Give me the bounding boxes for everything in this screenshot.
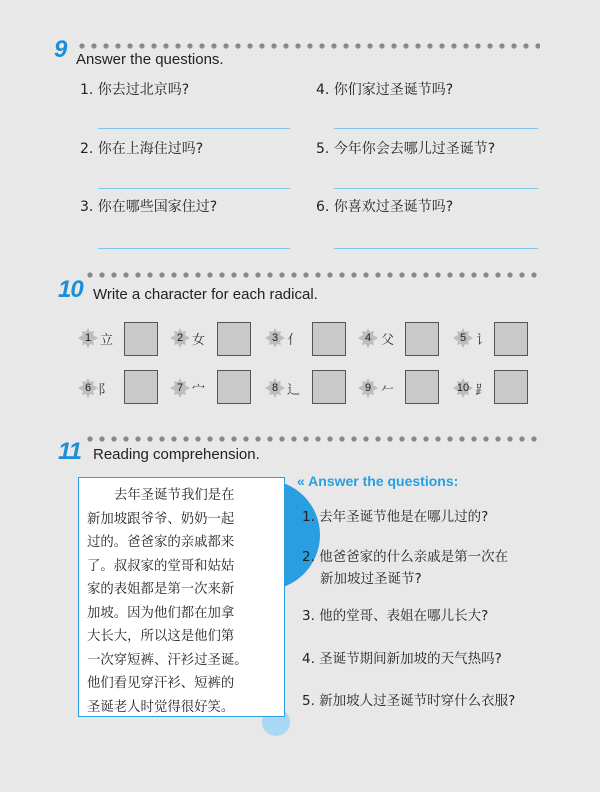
radical-badge-7: 7 <box>170 378 190 398</box>
answer-box-5[interactable] <box>494 322 528 356</box>
question-9-5: 5. 今年你会去哪儿过圣诞节? <box>316 141 496 157</box>
radical-1: 立 <box>100 333 114 348</box>
passage-line-9: 他们看见穿汗衫、短裤的 <box>87 676 235 691</box>
answer-line-9-1[interactable] <box>98 128 290 129</box>
answer-box-6[interactable] <box>124 370 158 404</box>
answer-box-3[interactable] <box>312 322 346 356</box>
passage-line-5: 家的表姐都是第一次来新 <box>87 582 235 597</box>
question-9-3: 3. 你在哪些国家住过? <box>80 199 218 215</box>
radical-9: 𠂉 <box>381 383 395 398</box>
radical-3: 亻 <box>287 333 301 348</box>
passage-line-8: 一次穿短裤、汗衫过圣诞。 <box>87 652 248 668</box>
passage-line-10: 圣诞老人时觉得很好笑。 <box>87 699 235 715</box>
radical-7: 宀 <box>192 383 206 398</box>
section-9-number: 9 <box>54 36 67 63</box>
passage-line-1: 去年圣诞节我们是在 <box>114 488 235 503</box>
radical-badge-3: 3 <box>265 328 285 348</box>
radical-4: 父 <box>381 333 395 348</box>
answer-line-9-3[interactable] <box>98 248 290 249</box>
answer-line-9-4[interactable] <box>334 128 538 129</box>
reading-question-5: 5. 新加坡人过圣诞节时穿什么衣服? <box>302 693 516 709</box>
passage-line-3: 过的。爸爸家的亲戚都来 <box>87 535 235 550</box>
answer-box-2[interactable] <box>217 322 251 356</box>
radical-badge-2: 2 <box>170 328 190 348</box>
radical-badge-8: 8 <box>265 378 285 398</box>
question-9-2: 2. 你在上海住过吗? <box>80 141 204 157</box>
radical-badge-1: 1 <box>78 328 98 348</box>
radical-10: ⻊ <box>475 383 489 398</box>
radical-badge-5: 5 <box>453 328 473 348</box>
answer-box-10[interactable] <box>494 370 528 404</box>
passage-line-6: 加坡。因为他们都在加拿 <box>87 605 235 621</box>
reading-question-4: 4. 圣诞节期间新加坡的天气热吗? <box>302 651 502 667</box>
radical-2: 女 <box>192 333 206 348</box>
radical-badge-10: 10 <box>453 378 473 398</box>
question-9-4: 4. 你们家过圣诞节吗? <box>316 82 454 98</box>
passage-line-7: 大长大，所以这是他们第 <box>87 629 235 644</box>
section-11-divider <box>84 436 540 442</box>
section-10-number: 10 <box>58 276 83 303</box>
answer-line-9-2[interactable] <box>98 188 290 189</box>
section-10-title: Write a character for each radical. <box>93 286 318 303</box>
radical-6: 阝 <box>98 383 112 398</box>
section-9-title: Answer the questions. <box>76 51 224 68</box>
answer-box-7[interactable] <box>217 370 251 404</box>
section-9-divider <box>76 43 540 49</box>
radical-5: 讠 <box>476 333 490 348</box>
section-10-divider <box>84 272 540 278</box>
answer-box-9[interactable] <box>405 370 439 404</box>
answer-line-9-6[interactable] <box>334 248 538 249</box>
radical-badge-6: 6 <box>78 378 98 398</box>
section-11-title: Reading comprehension. <box>93 446 260 463</box>
passage-line-4: 了。叔叔家的堂哥和姑姑 <box>87 558 235 574</box>
answer-box-8[interactable] <box>312 370 346 404</box>
radical-8: 辶 <box>287 383 301 398</box>
answer-line-9-5[interactable] <box>334 188 538 189</box>
question-9-6: 6. 你喜欢过圣诞节吗? <box>316 199 454 215</box>
answer-box-4[interactable] <box>405 322 439 356</box>
reading-question-3: 3. 他的堂哥、表姐在哪儿长大? <box>302 608 489 624</box>
passage-line-2: 新加坡跟爷爷、奶奶一起 <box>87 511 235 527</box>
reading-question-2: 2. 他爸爸家的什么亲戚是第一次在 新加坡过圣诞节? <box>302 549 509 587</box>
radical-badge-4: 4 <box>358 328 378 348</box>
answer-questions-heading: « Answer the questions: <box>297 473 459 489</box>
reading-passage <box>78 477 285 717</box>
radical-badge-9: 9 <box>358 378 378 398</box>
question-9-1: 1. 你去过北京吗? <box>80 82 190 98</box>
section-11-number: 11 <box>58 438 81 465</box>
answer-box-1[interactable] <box>124 322 158 356</box>
reading-question-1: 1. 去年圣诞节他是在哪儿过的? <box>302 509 489 525</box>
